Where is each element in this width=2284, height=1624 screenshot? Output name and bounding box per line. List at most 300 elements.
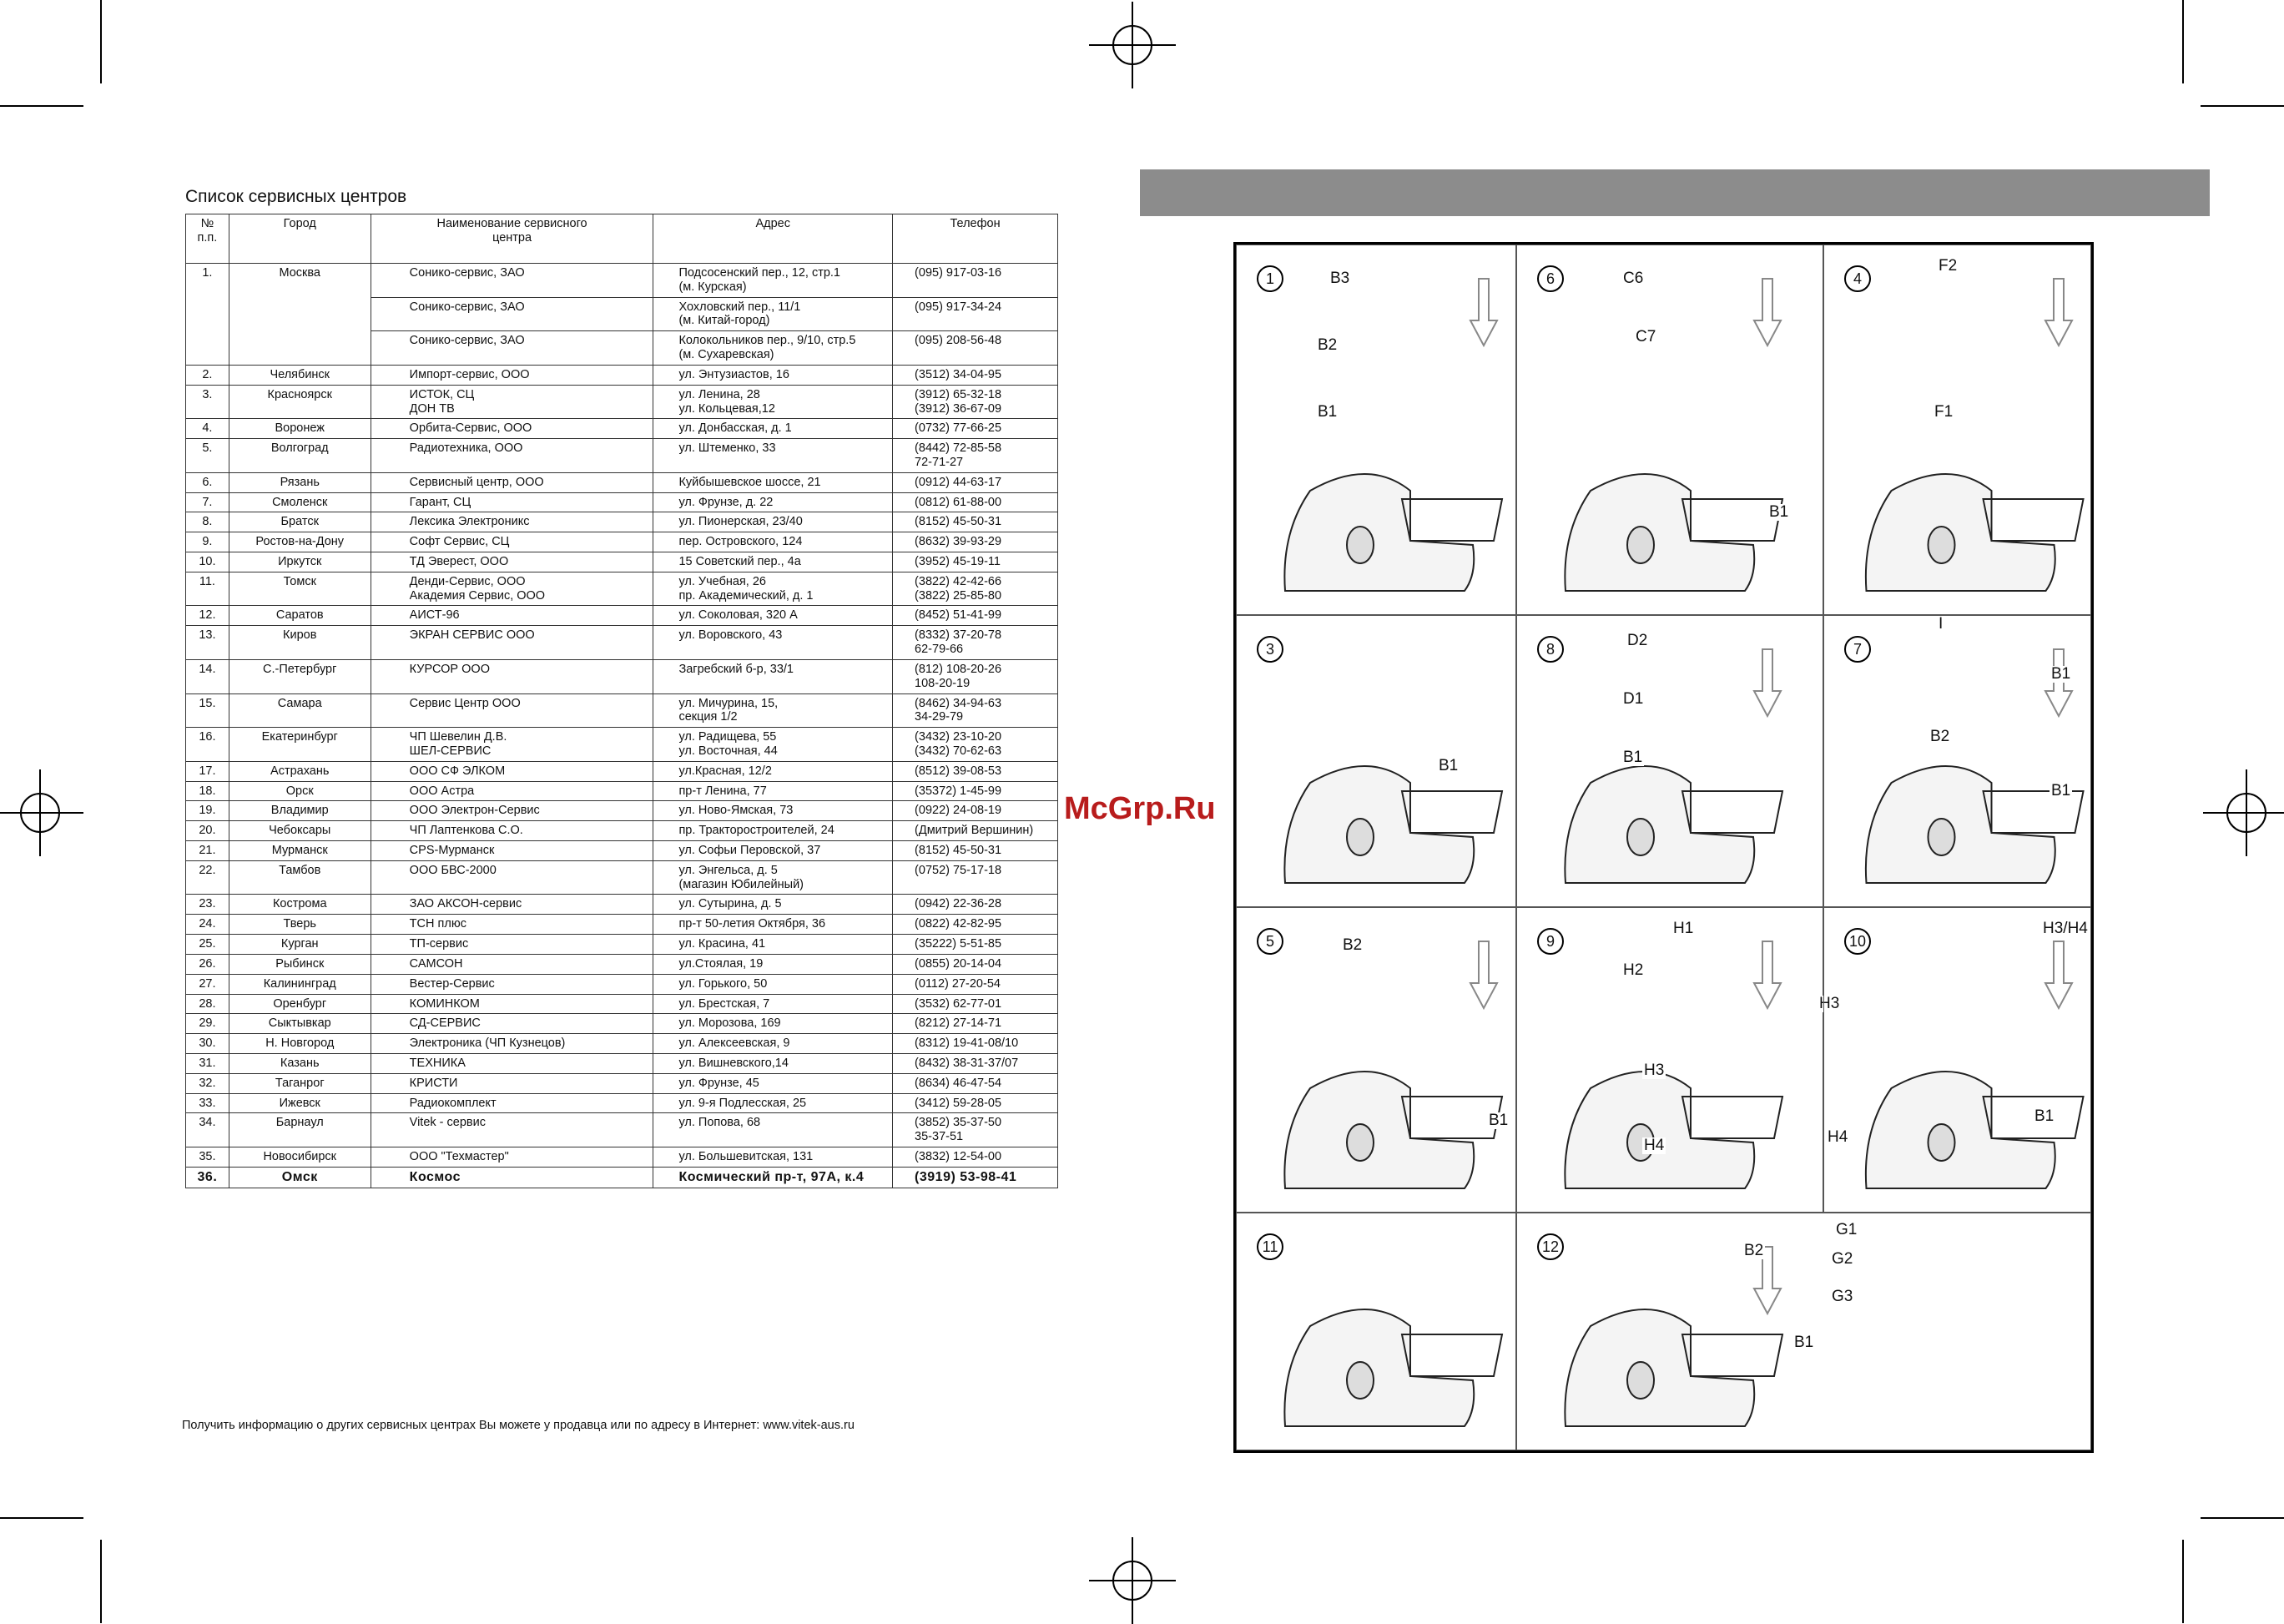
table-header-row [186, 214, 1058, 264]
part-label: H3 [1644, 1062, 1665, 1079]
row-city: Таганрог [229, 1073, 371, 1093]
row-num: 16. [186, 728, 229, 762]
row-phone: (095) 917-03-16 [893, 264, 1058, 298]
table-row [186, 1034, 1058, 1054]
row-address: ул. Софьи Перовской, 37 [653, 841, 893, 861]
row-city: Владимир [229, 801, 371, 821]
row-address: Подсосенский пер., 12, стр.1 (м. Курская) [653, 264, 893, 298]
row-city: Барнаул [229, 1113, 371, 1147]
row-address: ул. Фрунзе, д. 22 [653, 492, 893, 512]
speed-knob-shape [1347, 527, 1374, 563]
row-address: ул.Красная, 12/2 [653, 761, 893, 781]
table-row [186, 974, 1058, 994]
speed-knob-shape [1347, 1362, 1374, 1399]
bowl-shape [1402, 499, 1502, 541]
row-city: Ростов-на-Дону [229, 532, 371, 552]
row-address: ул. Вишневского,14 [653, 1053, 893, 1073]
part-label: H4 [1828, 1128, 1848, 1146]
row-phone: (0922) 24-08-19 [893, 801, 1058, 821]
diagram-step-11 [1236, 1213, 1516, 1450]
speed-knob-shape [1929, 527, 1955, 563]
bowl-shape [1682, 1334, 1782, 1376]
header-bar [1140, 169, 2210, 216]
row-address: ул. Красина, 41 [653, 935, 893, 955]
row-org: Импорт-сервис, ООО [371, 365, 653, 385]
row-city: Сыктывкар [229, 1014, 371, 1034]
row-city: Казань [229, 1053, 371, 1073]
motor-base-shape [1866, 766, 2055, 883]
row-org: Гарант, СЦ [371, 492, 653, 512]
part-label: B1 [2034, 1107, 2055, 1125]
row-num: 28. [186, 994, 229, 1014]
row-phone: (35222) 5-51-85 [893, 935, 1058, 955]
row-city: Чебоксары [229, 821, 371, 841]
row-phone: (8152) 45-50-31 [893, 841, 1058, 861]
row-phone: (3432) 23-10-20 (3432) 70-62-63 [893, 728, 1058, 762]
row-address: ул. Ново-Ямская, 73 [653, 801, 893, 821]
part-label: H3 [1819, 995, 1840, 1012]
row-city: Киров [229, 626, 371, 660]
table-row [186, 693, 1058, 728]
part-label: B1 [1623, 749, 1643, 766]
row-address: ул. Ленина, 28 ул. Кольцевая,12 [653, 385, 893, 419]
row-city: Челябинск [229, 365, 371, 385]
row-org: КРИСТИ [371, 1073, 653, 1093]
row-city: Рязань [229, 472, 371, 492]
part-label: F1 [1934, 403, 1954, 421]
row-phone: (3412) 59-28-05 [893, 1093, 1058, 1113]
row-phone: (8632) 39-93-29 [893, 532, 1058, 552]
diagram-step-3 [1236, 615, 1516, 907]
crop-mark [0, 1517, 83, 1519]
part-label: G1 [1836, 1221, 1858, 1238]
step-number: 7 [1844, 636, 1871, 663]
row-phone: (095) 208-56-48 [893, 331, 1058, 366]
row-address: Колокольников пер., 9/10, стр.5 (м. Сухаревская) [653, 331, 893, 366]
bowl-shape [1402, 791, 1502, 833]
row-address: ул. Радищева, 55 ул. Восточная, 44 [653, 728, 893, 762]
table-row [186, 935, 1058, 955]
table-row [186, 954, 1058, 974]
crop-mark [100, 1540, 102, 1623]
registration-mark [2226, 793, 2266, 833]
crop-mark [2201, 105, 2284, 107]
row-num: 35. [186, 1147, 229, 1168]
table-row [186, 994, 1058, 1014]
watermark: McGrp.Ru [1064, 791, 1216, 826]
row-phone: (0912) 44-63-17 [893, 472, 1058, 492]
row-address: Хохловский пер., 11/1 (м. Китай-город) [653, 297, 893, 331]
row-num: 30. [186, 1034, 229, 1054]
table-row [186, 761, 1058, 781]
row-address: ул. Мичурина, 15, секция 1/2 [653, 693, 893, 728]
table-row [186, 331, 1058, 366]
row-address: ул. Алексеевская, 9 [653, 1034, 893, 1054]
row-phone: (35372) 1-45-99 [893, 781, 1058, 801]
crop-mark [2182, 1540, 2184, 1623]
registration-mark [1112, 1561, 1152, 1601]
row-num: 13. [186, 626, 229, 660]
row-address: ул. Энтузиастов, 16 [653, 365, 893, 385]
row-phone: (8332) 37-20-78 62-79-66 [893, 626, 1058, 660]
diagram-step-6 [1516, 245, 1823, 615]
row-address: пер. Островского, 124 [653, 532, 893, 552]
part-label: H4 [1644, 1137, 1665, 1154]
service-list-title: Список сервисных центров [185, 187, 407, 206]
row-address: ул. Донбасская, д. 1 [653, 419, 893, 439]
row-org: КОМИНКОМ [371, 994, 653, 1014]
row-org: ТД Эверест, ООО [371, 552, 653, 572]
row-num [186, 331, 229, 366]
row-address: ул. 9-я Подлесская, 25 [653, 1093, 893, 1113]
row-city: Волгоград [229, 439, 371, 473]
row-city: Москва [229, 264, 371, 298]
row-org: ЭКРАН СЕРВИС ООО [371, 626, 653, 660]
part-label: B1 [1794, 1334, 1814, 1351]
row-city: Орск [229, 781, 371, 801]
row-num: 9. [186, 532, 229, 552]
table-row [186, 1113, 1058, 1147]
row-org: ТЕХНИКА [371, 1053, 653, 1073]
part-label: B1 [1439, 757, 1459, 774]
row-address: Загребский б-р, 33/1 [653, 659, 893, 693]
row-city: Красноярск [229, 385, 371, 419]
row-num: 10. [186, 552, 229, 572]
row-org: Вестер-Сервис [371, 974, 653, 994]
table-row [186, 728, 1058, 762]
table-row [186, 1073, 1058, 1093]
row-org: ООО Электрон-Сервис [371, 801, 653, 821]
row-org: ООО Астра [371, 781, 653, 801]
col-city-header: Город [229, 214, 371, 264]
part-label: F2 [1939, 257, 1958, 275]
diagram-step-1 [1236, 245, 1516, 615]
row-num: 27. [186, 974, 229, 994]
row-phone: (0855) 20-14-04 [893, 954, 1058, 974]
diagram-step-4 [1823, 245, 2091, 615]
row-phone: (8442) 72-85-58 72-71-27 [893, 439, 1058, 473]
row-num: 15. [186, 693, 229, 728]
bowl-shape [1682, 1097, 1782, 1138]
assembly-diagram [1233, 242, 2094, 1453]
row-org: Софт Сервис, СЦ [371, 532, 653, 552]
row-num [186, 297, 229, 331]
diagram-step-7 [1823, 615, 2091, 907]
row-city: Екатеринбург [229, 728, 371, 762]
step-number: 8 [1537, 636, 1564, 663]
row-city: Кострома [229, 895, 371, 915]
down-arrow-icon [1470, 941, 1497, 1008]
row-num: 5. [186, 439, 229, 473]
food-processor-illustration [1517, 908, 1824, 1213]
speed-knob-shape [1929, 1124, 1955, 1161]
row-phone: (3919) 53-98-41 [893, 1167, 1058, 1188]
table-row [186, 572, 1058, 606]
row-phone: (812) 108-20-26 108-20-19 [893, 659, 1058, 693]
motor-base-shape [1565, 766, 1754, 883]
row-city: Ижевск [229, 1093, 371, 1113]
row-org: АИСТ-96 [371, 606, 653, 626]
row-num: 12. [186, 606, 229, 626]
speed-knob-shape [1627, 819, 1654, 855]
row-num: 4. [186, 419, 229, 439]
row-num: 2. [186, 365, 229, 385]
row-address: ул. Сутырина, д. 5 [653, 895, 893, 915]
row-phone: (3822) 42-42-66 (3822) 25-85-80 [893, 572, 1058, 606]
row-org: ТП-сервис [371, 935, 653, 955]
row-address: ул. Учебная, 26 пр. Академический, д. 1 [653, 572, 893, 606]
part-label: B2 [1318, 336, 1338, 354]
table-row [186, 1053, 1058, 1073]
food-processor-illustration [1517, 616, 1824, 908]
row-city: Тамбов [229, 860, 371, 895]
table-row [186, 659, 1058, 693]
row-address: Космический пр-т, 97А, к.4 [653, 1167, 893, 1188]
row-phone: (3832) 12-54-00 [893, 1147, 1058, 1168]
row-num: 29. [186, 1014, 229, 1034]
row-org: Сервис Центр ООО [371, 693, 653, 728]
row-phone: (3912) 65-32-18 (3912) 36-67-09 [893, 385, 1058, 419]
row-org: Космос [371, 1167, 653, 1188]
crop-mark [100, 0, 102, 83]
row-num: 32. [186, 1073, 229, 1093]
table-row [186, 915, 1058, 935]
row-org: ЗАО АКСОН-сервис [371, 895, 653, 915]
down-arrow-icon [1754, 649, 1781, 716]
row-phone: (095) 917-34-24 [893, 297, 1058, 331]
row-address: Куйбышевское шоссе, 21 [653, 472, 893, 492]
row-org: ООО "Техмастер" [371, 1147, 653, 1168]
motor-base-shape [1866, 474, 2055, 591]
row-org: ЧП Шевелин Д.В. ШЕЛ-СЕРВИС [371, 728, 653, 762]
table-row [186, 1093, 1058, 1113]
row-city: Томск [229, 572, 371, 606]
row-city: Курган [229, 935, 371, 955]
speed-knob-shape [1929, 819, 1955, 855]
part-label: H3/H4 [2043, 920, 2088, 937]
row-address: ул. Соколовая, 320 А [653, 606, 893, 626]
row-address: пр-т Ленина, 77 [653, 781, 893, 801]
part-label: B2 [1744, 1242, 1764, 1259]
row-address: ул. Брестская, 7 [653, 994, 893, 1014]
part-label: I [1939, 615, 1944, 633]
down-arrow-icon [1754, 941, 1781, 1008]
step-number: 3 [1257, 636, 1283, 663]
row-num: 34. [186, 1113, 229, 1147]
row-city: Самара [229, 693, 371, 728]
table-row [186, 1147, 1058, 1168]
motor-base-shape [1284, 474, 1474, 591]
row-city: Мурманск [229, 841, 371, 861]
part-label: B2 [1343, 936, 1363, 954]
row-num: 24. [186, 915, 229, 935]
diagram-step-5 [1236, 907, 1516, 1213]
row-org: Радиокомплект [371, 1093, 653, 1113]
diagram-step-12 [1516, 1213, 2091, 1450]
service-centers-table [185, 214, 1058, 1188]
row-phone: (3852) 35-37-50 35-37-51 [893, 1113, 1058, 1147]
row-phone: (8462) 34-94-63 34-29-79 [893, 693, 1058, 728]
part-label: B2 [1930, 728, 1950, 745]
row-city: Рыбинск [229, 954, 371, 974]
row-phone: (0812) 61-88-00 [893, 492, 1058, 512]
row-phone: (3532) 62-77-01 [893, 994, 1058, 1014]
row-org: ООО СФ ЭЛКОМ [371, 761, 653, 781]
row-org: ТСН плюс [371, 915, 653, 935]
row-phone: (3952) 45-19-11 [893, 552, 1058, 572]
down-arrow-icon [2045, 649, 2072, 716]
row-city: Новосибирск [229, 1147, 371, 1168]
row-address: ул. Штеменко, 33 [653, 439, 893, 473]
row-num: 18. [186, 781, 229, 801]
table-row [186, 841, 1058, 861]
row-org: Орбита-Сервис, ООО [371, 419, 653, 439]
row-org: ЧП Лаптенкова С.О. [371, 821, 653, 841]
row-city [229, 331, 371, 366]
row-city: Воронеж [229, 419, 371, 439]
row-phone: (3512) 34-04-95 [893, 365, 1058, 385]
row-phone: (8634) 46-47-54 [893, 1073, 1058, 1093]
registration-mark [20, 793, 60, 833]
table-row [186, 439, 1058, 473]
step-number: 9 [1537, 928, 1564, 955]
motor-base-shape [1866, 1072, 2055, 1188]
diagram-step-10 [1823, 907, 2091, 1213]
speed-knob-shape [1347, 1124, 1374, 1161]
col-addr-header: Адрес [653, 214, 893, 264]
row-address: ул. Воровского, 43 [653, 626, 893, 660]
speed-knob-shape [1347, 819, 1374, 855]
food-processor-illustration [1824, 908, 2092, 1213]
row-phone: (8452) 51-41-99 [893, 606, 1058, 626]
motor-base-shape [1284, 766, 1474, 883]
part-label: G2 [1832, 1250, 1853, 1268]
part-label: C6 [1623, 270, 1644, 287]
motor-base-shape [1565, 1072, 1754, 1188]
row-num: 36. [186, 1167, 229, 1188]
row-num: 25. [186, 935, 229, 955]
bowl-shape [1402, 1334, 1502, 1376]
row-org: СД-СЕРВИС [371, 1014, 653, 1034]
row-city: Астрахань [229, 761, 371, 781]
part-label: B1 [1769, 503, 1789, 521]
step-number: 5 [1257, 928, 1283, 955]
food-processor-illustration [1237, 245, 1517, 616]
footer-note: Получить информацию о других сервисных центрах Вы можете у продавца или по адресу в Интернет: www.vitek-aus.ru [182, 1419, 855, 1432]
crop-mark [2182, 0, 2184, 83]
row-num: 14. [186, 659, 229, 693]
row-city [229, 297, 371, 331]
table-row [186, 472, 1058, 492]
row-city: Калининград [229, 974, 371, 994]
row-address: ул. Пионерская, 23/40 [653, 512, 893, 532]
row-org: Сонико-сервис, ЗАО [371, 297, 653, 331]
row-org: Vitek - сервис [371, 1113, 653, 1147]
food-processor-illustration [1824, 245, 2092, 616]
step-number: 10 [1844, 928, 1871, 955]
row-address: 15 Советский пер., 4а [653, 552, 893, 572]
row-address: ул. Фрунзе, 45 [653, 1073, 893, 1093]
table-row [186, 606, 1058, 626]
row-phone: (0732) 77-66-25 [893, 419, 1058, 439]
diagram-step-8 [1516, 615, 1823, 907]
row-num: 8. [186, 512, 229, 532]
row-address: ул.Стоялая, 19 [653, 954, 893, 974]
table-row [186, 365, 1058, 385]
row-address: пр. Тракторостроителей, 24 [653, 821, 893, 841]
row-org: Лексика Электроникс [371, 512, 653, 532]
table-row [186, 860, 1058, 895]
row-city: Смоленск [229, 492, 371, 512]
row-num: 20. [186, 821, 229, 841]
row-org: САМСОН [371, 954, 653, 974]
step-number: 11 [1257, 1233, 1283, 1260]
row-phone: (8212) 27-14-71 [893, 1014, 1058, 1034]
part-label: D2 [1627, 632, 1648, 649]
table-row [186, 419, 1058, 439]
down-arrow-icon [1470, 279, 1497, 345]
food-processor-illustration [1237, 908, 1517, 1213]
row-city: Саратов [229, 606, 371, 626]
table-row [186, 264, 1058, 298]
crop-mark [0, 105, 83, 107]
part-label: B3 [1330, 270, 1350, 287]
row-city: Оренбург [229, 994, 371, 1014]
table-row [186, 1014, 1058, 1034]
down-arrow-icon [1754, 279, 1781, 345]
table-row [186, 297, 1058, 331]
crop-mark [2201, 1517, 2284, 1519]
row-num: 33. [186, 1093, 229, 1113]
row-city: Тверь [229, 915, 371, 935]
row-org: Радиотехника, ООО [371, 439, 653, 473]
bowl-shape [1984, 499, 2084, 541]
row-num: 3. [186, 385, 229, 419]
col-phone-header: Телефон [893, 214, 1058, 264]
bowl-shape [1682, 791, 1782, 833]
part-label: G3 [1832, 1288, 1853, 1305]
row-phone: (0112) 27-20-54 [893, 974, 1058, 994]
speed-knob-shape [1627, 527, 1654, 563]
row-num: 26. [186, 954, 229, 974]
down-arrow-icon [2045, 941, 2072, 1008]
diagram-step-9 [1516, 907, 1848, 1213]
part-label: B1 [2051, 782, 2071, 799]
down-arrow-icon [2045, 279, 2072, 345]
part-label: B1 [1318, 403, 1338, 421]
row-org: Электроника (ЧП Кузнецов) [371, 1034, 653, 1054]
row-num: 22. [186, 860, 229, 895]
row-num: 31. [186, 1053, 229, 1073]
row-phone: (0752) 75-17-18 [893, 860, 1058, 895]
row-org: Денди-Сервис, ООО Академия Сервис, ООО [371, 572, 653, 606]
part-label: B1 [2051, 665, 2071, 683]
row-address: ул. Большевитская, 131 [653, 1147, 893, 1168]
food-processor-illustration [1517, 245, 1824, 616]
table-row [186, 1167, 1058, 1188]
table-row [186, 385, 1058, 419]
row-phone: (8312) 19-41-08/10 [893, 1034, 1058, 1054]
table-row [186, 781, 1058, 801]
col-org-header: Наименование сервисного центра [371, 214, 653, 264]
step-number: 6 [1537, 265, 1564, 292]
part-label: H1 [1673, 920, 1694, 937]
row-phone: (8152) 45-50-31 [893, 512, 1058, 532]
motor-base-shape [1565, 474, 1754, 591]
table-row [186, 895, 1058, 915]
row-phone: (8432) 38-31-37/07 [893, 1053, 1058, 1073]
motor-base-shape [1565, 1309, 1754, 1426]
